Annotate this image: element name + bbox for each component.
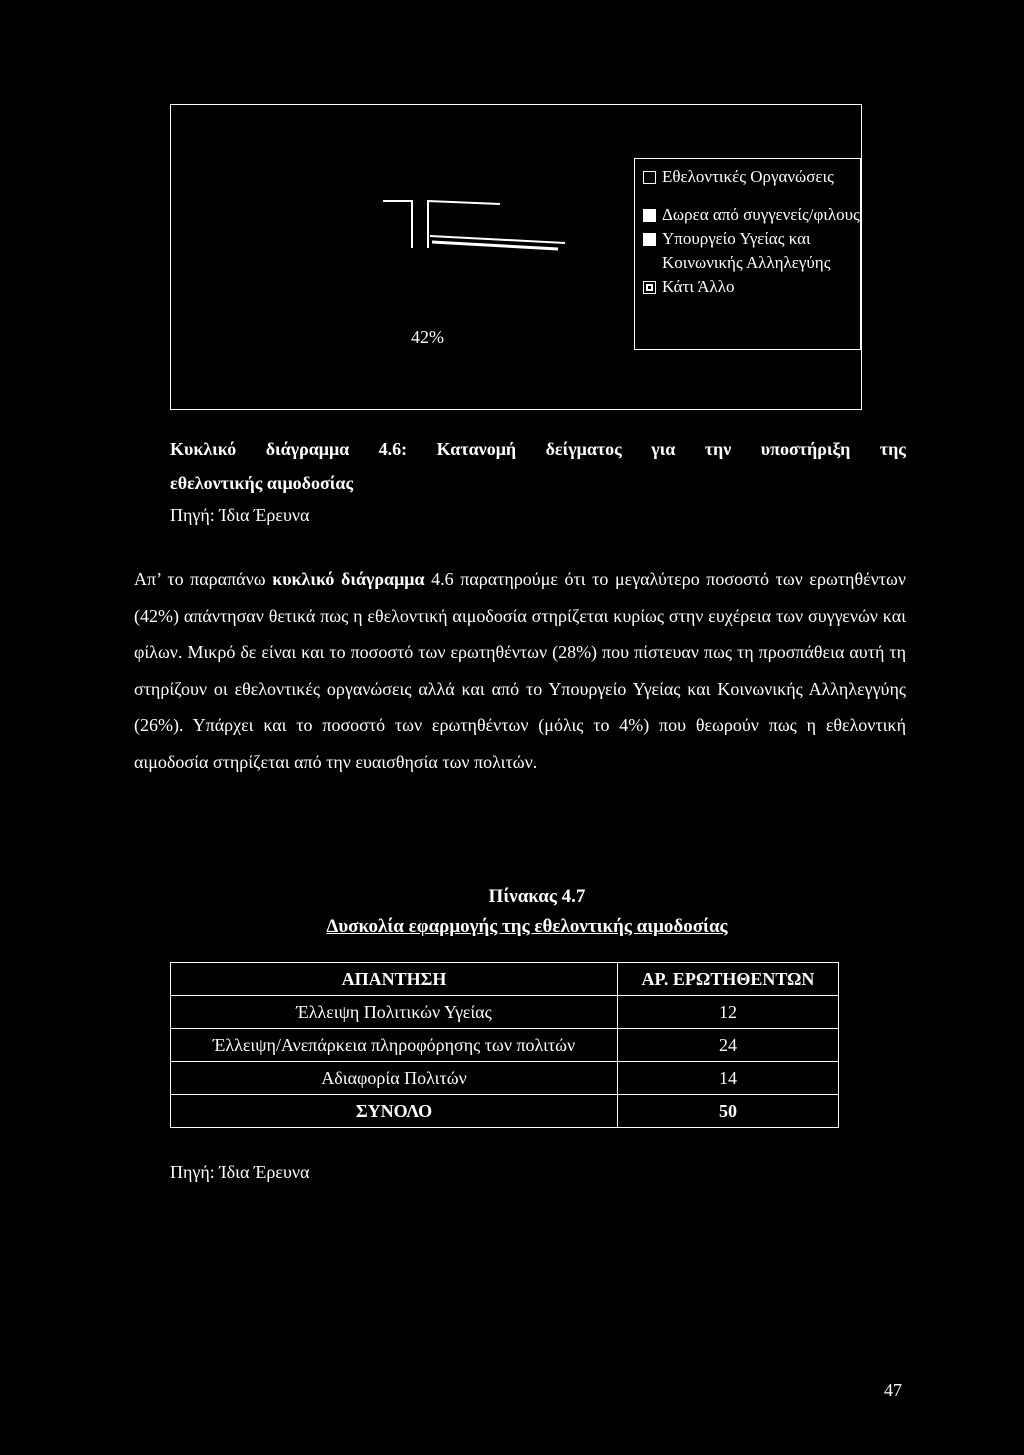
figure-source: Πηγή: Ίδια Έρευνα <box>170 505 310 525</box>
page-number: 47 <box>884 1380 902 1400</box>
paragraph-text: Απ’ το παραπάνω <box>134 569 273 589</box>
paragraph-text: 4.6 παρατηρούμε ότι το μεγαλύτερο ποσοστό των ερωτηθέντων (42%) απάντησαν θετικά πως η εθελοντική αιμοδοσία στηρίζεται κυρίως στην ευχέρεια των συγγενών και φίλων. Μικρό δε είναι και το ποσοστό των ερωτηθέντων (28%) που πίστευαν πως τη προσπάθεια αυτή τη στηρίζουν οι εθελοντικές οργανώσεις αλλά και από το Υπουργείο Υγείας και Κοινωνικής Αλληλεγγύης (26%). Υπάρχει και το ποσοστό των ερωτηθέντων (μόλις το 4%) που θεωρούν πως η εθελοντική αιμοδοσία στηρίζεται από την ευαισθησία των πολιτών. <box>134 569 906 772</box>
table-total-label: ΣΥΝΟΛΟ <box>171 1095 618 1128</box>
table-header-row <box>171 963 839 996</box>
legend-item-volunteer-orgs <box>643 165 860 189</box>
figure-caption <box>170 432 906 500</box>
caption-word: διάγραμμα <box>265 439 350 459</box>
table-row <box>171 1062 839 1095</box>
table-source: Πηγή: Ίδια Έρευνα <box>170 1162 310 1182</box>
legend-swatch-filled <box>643 233 656 246</box>
caption-word: υποστήριξη <box>760 439 851 459</box>
table-total-row <box>171 1095 839 1128</box>
legend-label: Εθελοντικές Οργανώσεις <box>662 167 834 186</box>
table-total-value: 50 <box>618 1095 839 1128</box>
pie-label-42: 42% <box>411 327 444 347</box>
chart-legend <box>634 158 861 350</box>
legend-item-ministry <box>643 227 860 275</box>
table-cell: Έλλειψη Πολιτικών Υγείας <box>171 996 618 1029</box>
pie-edge-1 <box>383 201 412 248</box>
caption-word: για <box>651 439 676 459</box>
pie-chart-remnant <box>180 112 620 402</box>
table-cell: Έλλειψη/Ανεπάρκεια πληροφόρησης των πολιτών <box>171 1029 618 1062</box>
caption-word: Κατανομή <box>436 439 517 459</box>
legend-label: Υπουργείο Υγείας και Κοινωνικής Αλληλεγύης <box>662 229 831 272</box>
table-cell: 12 <box>618 996 839 1029</box>
table-row <box>171 996 839 1029</box>
body-paragraph <box>134 561 906 780</box>
legend-swatch-filled <box>643 209 656 222</box>
table-cell: 24 <box>618 1029 839 1062</box>
caption-number: 4.6: <box>378 439 408 459</box>
caption-word: της <box>879 439 906 459</box>
legend-item-relatives <box>643 203 860 227</box>
legend-item-other <box>643 275 860 299</box>
legend-swatch-mixed <box>643 281 656 294</box>
table-row <box>171 1029 839 1062</box>
caption-line-2: εθελοντικής αιμοδοσίας <box>170 473 354 493</box>
pie-edge-4 <box>432 242 558 249</box>
table-header-count: ΑΡ. ΕΡΩΤΗΘΕΝΤΩΝ <box>618 963 839 996</box>
caption-word: Κυκλικό <box>170 439 237 459</box>
table-cell: Αδιαφορία Πολιτών <box>171 1062 618 1095</box>
legend-label: Δωρεα από συγγενείς/φιλους <box>662 205 860 224</box>
table-header-answer: ΑΠΑΝΤΗΣΗ <box>171 963 618 996</box>
legend-swatch-hollow <box>643 171 656 184</box>
legend-label: Κάτι Άλλο <box>662 277 735 296</box>
caption-word: δείγματος <box>545 439 622 459</box>
data-table <box>170 962 839 1128</box>
table-cell: 14 <box>618 1062 839 1095</box>
table-subtitle: Δυσκολία εφαρμογής της εθελοντικής αιμοδοσίας <box>326 916 728 937</box>
caption-word: την <box>704 439 732 459</box>
paragraph-bold-text: κυκλικό διάγραμμα <box>272 569 425 589</box>
table-title: Πίνακας 4.7 <box>488 886 586 907</box>
